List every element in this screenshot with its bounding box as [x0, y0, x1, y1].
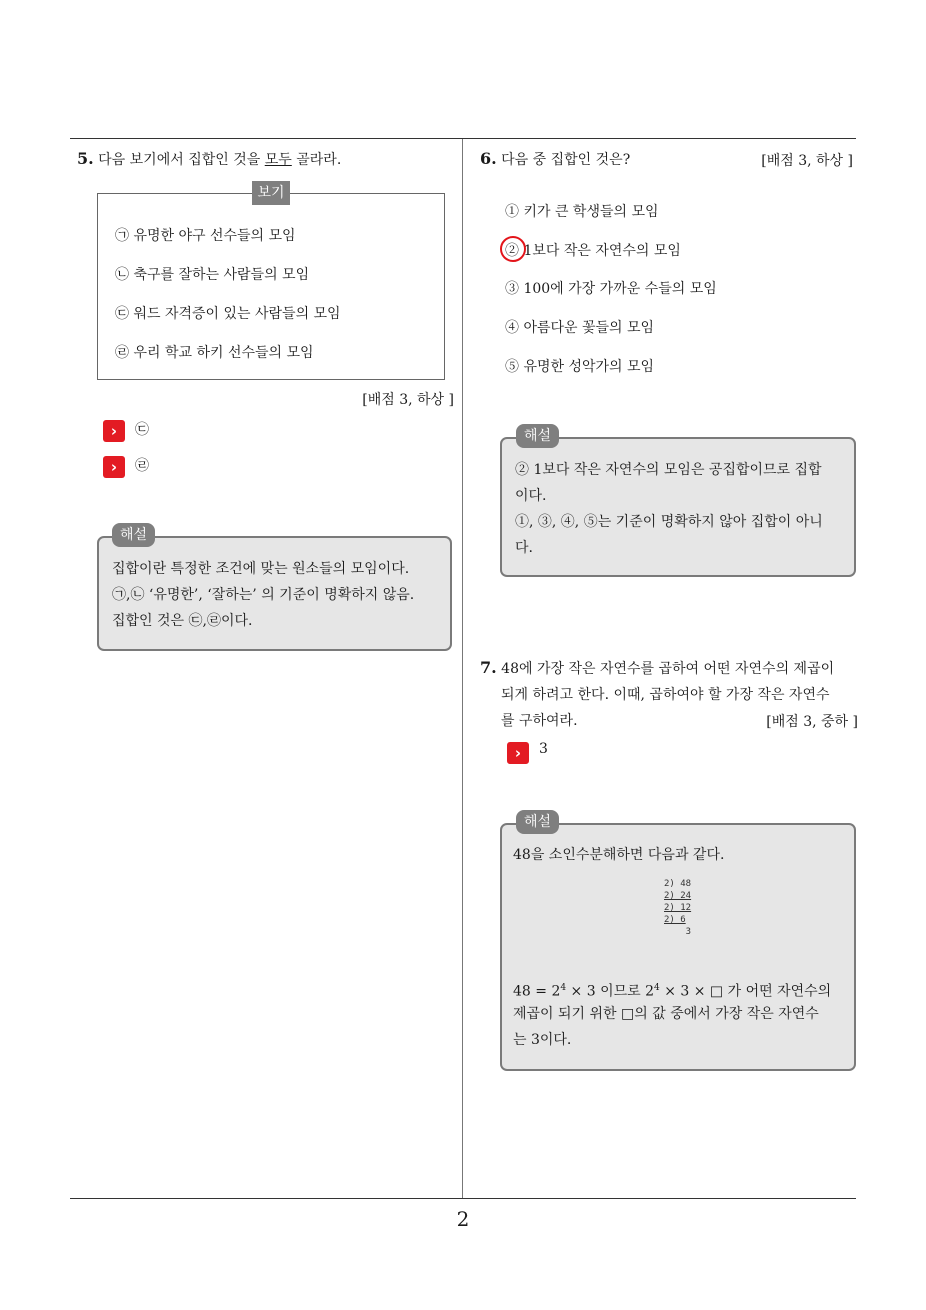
q6-option-2: ② 1보다 작은 자연수의 모임	[505, 243, 681, 259]
q5-exp-line-3: 집합인 것은 ㉢,㉣이다.	[112, 613, 253, 629]
bottom-rule	[70, 1198, 856, 1199]
q6-option-1: ① 키가 큰 학생들의 모임	[505, 204, 659, 220]
q5-bogi-item-2: ㉡ 축구를 잘하는 사람들의 모임	[115, 267, 310, 283]
q7-division-row-4: 2) 6	[664, 915, 686, 925]
q7-answer-icon: ›	[507, 742, 529, 764]
q5-question	[77, 146, 341, 173]
q5-text-after: 골라라.	[291, 152, 342, 168]
q5-text-underlined: 모두	[264, 152, 292, 168]
q5-bogi-item-4: ㉣ 우리 학교 하키 선수들의 모임	[115, 345, 314, 361]
q5-explanation-label: 해설	[112, 523, 155, 547]
page-number: 2	[456, 1207, 470, 1231]
q5-bogi-item-1: ㉠ 유명한 야구 선수들의 모임	[115, 228, 296, 244]
q7-division-row-5: 3	[664, 927, 692, 937]
q5-answer-2-icon: ›	[103, 456, 125, 478]
q6-answer-circle-mark	[500, 236, 526, 262]
q7-number: 7.	[480, 658, 497, 677]
q7-formula-part-2: × 3 이므로 2	[566, 983, 655, 1000]
q5-exp-line-1: 집합이란 특정한 조건에 맞는 원소들의 모임이다.	[112, 561, 410, 577]
q5-text-before: 다음 보기에서 집합인 것을	[98, 152, 265, 168]
q7-line-2: 되게 하려고 한다. 이때, 곱하여야 할 가장 작은 자연수	[501, 687, 830, 703]
q7-formula-exp-1: 4	[560, 983, 567, 993]
q7-explanation-label: 해설	[516, 810, 559, 834]
q7-division-row-1: 2) 48	[664, 879, 692, 889]
q6-option-5: ⑤ 유명한 성악가의 모임	[505, 359, 655, 375]
top-rule	[70, 138, 856, 139]
q6-exp-line-4: 다.	[515, 540, 533, 556]
q6-points: [배점 3, 하상 ]	[761, 153, 853, 169]
q7-formula-part-3: × 3 × □ 가 어떤 자연수의	[659, 983, 832, 1000]
q7-division-row-2: 2) 24	[664, 891, 692, 901]
q7-line-3: 를 구하여라.	[501, 713, 578, 729]
q7-formula-exp-2: 4	[654, 983, 660, 993]
q7-answer: 3	[539, 741, 548, 757]
q7-exp-line-1: 제곱이 되기 위한 □의 값 중에서 가장 작은 자연수	[513, 1006, 819, 1022]
q6-exp-line-2: 이다.	[515, 488, 547, 504]
q6-exp-line-3: ①, ③, ④, ⑤는 기준이 명확하지 않아 집합이 아니	[515, 514, 823, 530]
q6-option-4: ④ 아름다운 꽃들의 모임	[505, 320, 655, 336]
q5-answer-2: ㉣	[135, 458, 149, 474]
q5-bogi-label: 보기	[252, 181, 290, 205]
q5-answer-1: ㉢	[135, 422, 149, 438]
q6-number: 6.	[480, 149, 497, 168]
q7-exp-intro: 48을 소인수분해하면 다음과 같다.	[513, 847, 725, 863]
q5-answer-1-icon: ›	[103, 420, 125, 442]
q6-option-3: ③ 100에 가장 가까운 수들의 모임	[505, 281, 717, 297]
q5-points: [배점 3, 하상 ]	[362, 392, 454, 408]
q6-exp-line-1: ② 1보다 작은 자연수의 모임은 공집합이므로 집합	[515, 462, 822, 478]
q5-explanation-box	[97, 536, 452, 651]
q7-points: [배점 3, 중하 ]	[766, 714, 858, 730]
column-divider	[462, 139, 463, 1198]
q5-exp-line-2: ㉠,㉡ ‘유명한’, ‘잘하는’ 의 기준이 명확하지 않음.	[112, 587, 415, 603]
q7-exp-line-2: 는 3이다.	[513, 1032, 572, 1048]
q6-question	[480, 146, 630, 173]
q7-division-row-3: 2) 12	[664, 903, 692, 913]
q5-bogi-item-3: ㉢ 워드 자격증이 있는 사람들의 모임	[115, 306, 341, 322]
q6-explanation-label: 해설	[516, 424, 559, 448]
q7-formula-part-1: 48 = 2	[513, 983, 561, 1000]
q7-division-diagram	[664, 878, 691, 938]
q6-explanation-box	[500, 437, 856, 577]
q5-number: 5.	[77, 149, 94, 168]
q6-text: 다음 중 집합인 것은?	[501, 152, 631, 168]
q7-line-1: 48에 가장 작은 자연수를 곱하여 어떤 자연수의 제곱이	[501, 661, 835, 677]
